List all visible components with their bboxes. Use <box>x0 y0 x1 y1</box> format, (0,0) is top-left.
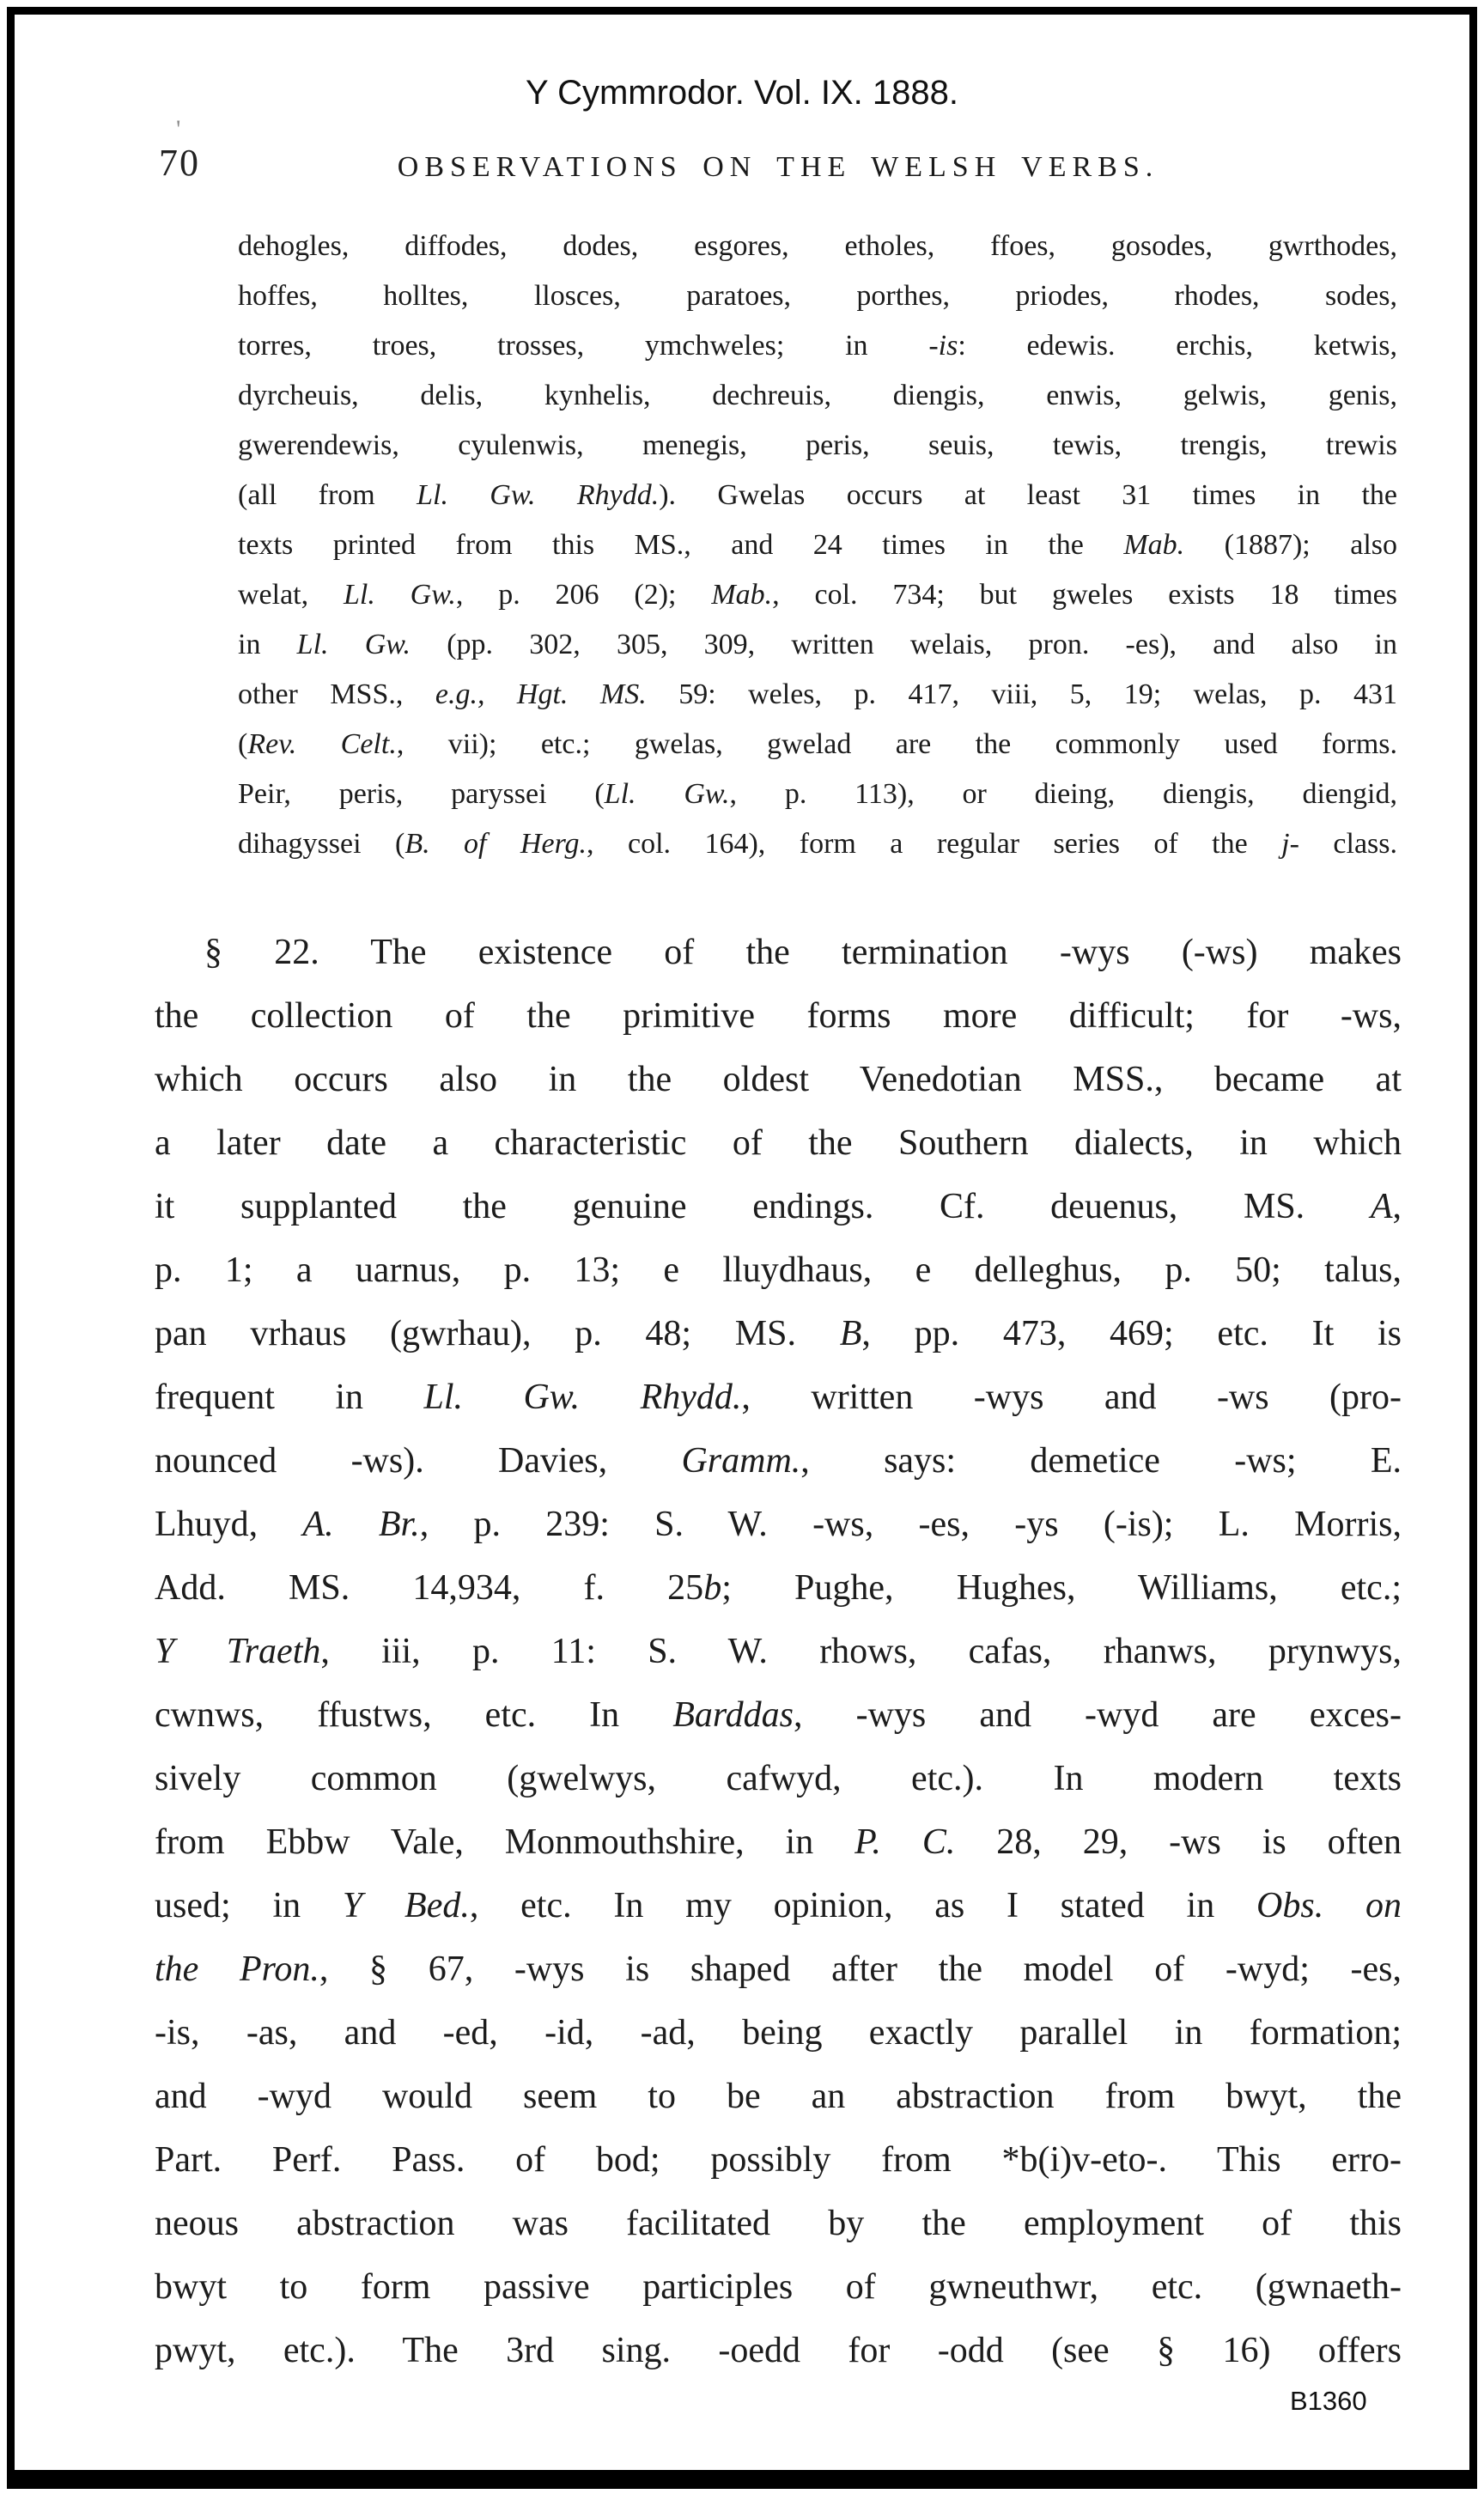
text-line: dyrcheuis, delis, kynhelis, dechreuis, diengis, enwis, gelwis, genis, <box>238 380 1397 411</box>
running-head: OBSERVATIONS ON THE WELSH VERBS. <box>397 151 1159 183</box>
text-line: dehogles, diffodes, dodes, esgores, etholes, ffoes, gosodes, gwrthodes, <box>238 230 1397 262</box>
text-line: Peir, peris, paryssei (Ll. Gw., p. 113), or dieing, diengis, diengid, <box>238 778 1397 810</box>
text-line: the Pron., § 67, -wys is shaped after the model of -wyd; -es, <box>155 1950 1402 1989</box>
text-line: (all from Ll. Gw. Rhydd.). Gwelas occurs at least 31 times in the <box>238 479 1397 511</box>
text-line: which occurs also in the oldest Venedotian MSS., became at <box>155 1060 1402 1099</box>
text-line: pwyt, etc.). The 3rd sing. -oedd for -odd (see § 16) offers <box>155 2331 1402 2370</box>
text-line: Add. MS. 14,934, f. 25b; Pughe, Hughes, Williams, etc.; <box>155 1568 1402 1608</box>
text-line: frequent in Ll. Gw. Rhydd., written -wys and -ws (pro- <box>155 1378 1402 1417</box>
text-line: from Ebbw Vale, Monmouthshire, in P. C. 28, 29, -ws is often <box>155 1822 1402 1862</box>
text-line: -is, -as, and -ed, -id, -ad, being exactly parallel in formation; <box>155 2013 1402 2053</box>
text-line: cwnws, ffustws, etc. In Barddas, -wys and -wyd are exces- <box>155 1695 1402 1735</box>
text-line: a later date a characteristic of the Southern dialects, in which <box>155 1123 1402 1163</box>
text-line: hoffes, holltes, llosces, paratoes, porthes, priodes, rhodes, sodes, <box>238 280 1397 312</box>
text-line: Part. Perf. Pass. of bod; possibly from *b(i)v-eto-. This erro- <box>155 2140 1402 2180</box>
scan-header: Y Cymmrodor. Vol. IX. 1888. <box>526 74 958 112</box>
text-line: sively common (gwelwys, cafwyd, etc.). In modern texts <box>155 1759 1402 1798</box>
text-line: other MSS., e.g., Hgt. MS. 59: weles, p. 417, viii, 5, 19; welas, p. 431 <box>238 678 1397 710</box>
text-line: nounced -ws). Davies, Gramm., says: demetice -ws; E. <box>155 1441 1402 1481</box>
text-line: neous abstraction was facilitated by the employment of this <box>155 2204 1402 2243</box>
text-line: it supplanted the genuine endings. Cf. deuenus, MS. A, <box>155 1187 1402 1226</box>
text-line: texts printed from this MS., and 24 times in the Mab. (1887); also <box>238 529 1397 561</box>
main-paragraph <box>155 921 1402 2382</box>
text-line: used; in Y Bed., etc. In my opinion, as I stated in Obs. on <box>155 1886 1402 1925</box>
text-line: welat, Ll. Gw., p. 206 (2); Mab., col. 734; but gweles exists 18 times <box>238 579 1397 611</box>
text-line: the collection of the primitive forms more difficult; for -ws, <box>155 996 1402 1036</box>
text-line: gwerendewis, cyulenwis, menegis, peris, seuis, tewis, trengis, trewis <box>238 429 1397 461</box>
text-line: torres, troes, trosses, ymchweles; in -is: edewis. erchis, ketwis, <box>238 330 1397 362</box>
text-line: in Ll. Gw. (pp. 302, 305, 309, written welais, pron. -es), and also in <box>238 629 1397 660</box>
scan-code: B1360 <box>1290 2386 1367 2416</box>
text-line: pan vrhaus (gwrhau), p. 48; MS. B, pp. 473, 469; etc. It is <box>155 1314 1402 1353</box>
text-line: p. 1; a uarnus, p. 13; e lluydhaus, e delleghus, p. 50; talus, <box>155 1250 1402 1290</box>
text-line: (Rev. Celt., vii); etc.; gwelas, gwelad are the commonly used forms. <box>238 728 1398 760</box>
text-line: dihagyssei (B. of Herg., col. 164), form a regular series of the j- class. <box>238 828 1397 860</box>
text-line: Y Traeth, iii, p. 11: S. W. rhows, cafas, rhanws, prynwys, <box>155 1632 1402 1671</box>
page-number: 70 <box>159 142 200 184</box>
text-line: § 22. The existence of the termination -wys (-ws) makes <box>204 933 1402 972</box>
quote-paragraph <box>238 222 1397 869</box>
scan-artifact-mark: ' <box>176 115 181 143</box>
text-line: Lhuyd, A. Br., p. 239: S. W. -ws, -es, -ys (-is); L. Morris, <box>155 1505 1402 1544</box>
text-line: and -wyd would seem to be an abstraction from bwyt, the <box>155 2077 1402 2116</box>
text-line: bwyt to form passive participles of gwneuthwr, etc. (gwnaeth- <box>155 2267 1402 2307</box>
